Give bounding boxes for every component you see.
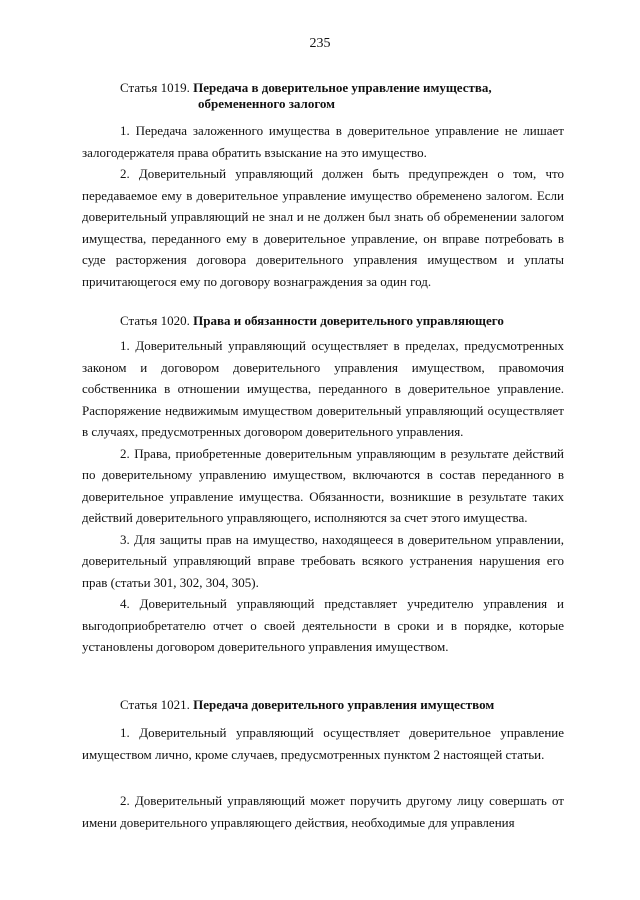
- paragraph: 1. Доверительный управляющий осуществляет доверительное управление имуществом лично, кроме случаев, предусмотренных пунктом 2 настоящей статьи.: [82, 725, 564, 762]
- article-title: Передача в доверительное управление имущества,: [193, 80, 492, 95]
- paragraph: 2. Права, приобретенные доверительным управляющим в результате действий по доверительному управлению имуществом, включаются в состав переданного в доверительное управление имущества. Обязанности, возникшие в результате таких действий доверительного управляющего, исполняются за счет этого имущества.: [82, 445, 564, 525]
- page-number: 235: [309, 36, 331, 51]
- article-title-continued: обремененного залогом: [198, 96, 336, 111]
- article-1021-body: [82, 722, 564, 765]
- article-label: Статья 1021.: [120, 697, 190, 712]
- article-1020-body: [82, 335, 564, 658]
- paragraph: 1. Передача заложенного имущества в доверительное управление не лишает залогодержателя права обратить взыскание на это имущество.: [82, 123, 564, 160]
- paragraph: 2. Доверительный управляющий должен быть предупрежден о том, что передаваемое ему в доверительное управление имущество обременено залогом. Если доверительный управляющий не знал и не должен был знать об обременении залогом имущества, переданного ему в доверительное управление, он вправе потребовать в суде расторжения договора доверительного управления имуществом и уплаты причитающегося ему по договору вознаграждения за один год.: [82, 166, 564, 289]
- article-1021-body-2: [82, 790, 564, 833]
- paragraph: 3. Для защиты прав на имущество, находящееся в доверительном управлении, доверительный управляющий вправе требовать всякого устранения нарушения его прав (статьи 301, 302, 304, 305).: [82, 531, 564, 590]
- paragraph: 4. Доверительный управляющий представляет учредителю управления и выгодоприобретателю отчет о своей деятельности в сроки и в порядке, которые установлены договором доверительного управления имуществом.: [82, 596, 564, 654]
- paragraph: 1. Доверительный управляющий осуществляет в пределах, предусмотренных законом и договором доверительного управления имуществом, правомочия собственника в отношении имущества, переданного в доверительное управление. Распоряжение недвижимым имуществом доверительный управляющий осуществляет в случаях, предусмотренных договором доверительного управления.: [82, 338, 564, 439]
- article-1020-heading: [82, 313, 564, 329]
- article-label: Статья 1020.: [120, 313, 190, 328]
- article-1019-heading: [82, 80, 564, 112]
- article-title: Права и обязанности доверительного управляющего: [193, 313, 504, 328]
- article-1019-body: [82, 120, 564, 163]
- article-label: Статья 1019.: [120, 80, 190, 95]
- article-1019-body-2: [82, 163, 564, 292]
- paragraph: 2. Доверительный управляющий может поручить другому лицу совершать от имени доверительного управляющего действия, необходимые для управления: [82, 793, 564, 830]
- article-1021-heading: [82, 697, 564, 713]
- article-title: Передача доверительного управления имуществом: [193, 697, 495, 712]
